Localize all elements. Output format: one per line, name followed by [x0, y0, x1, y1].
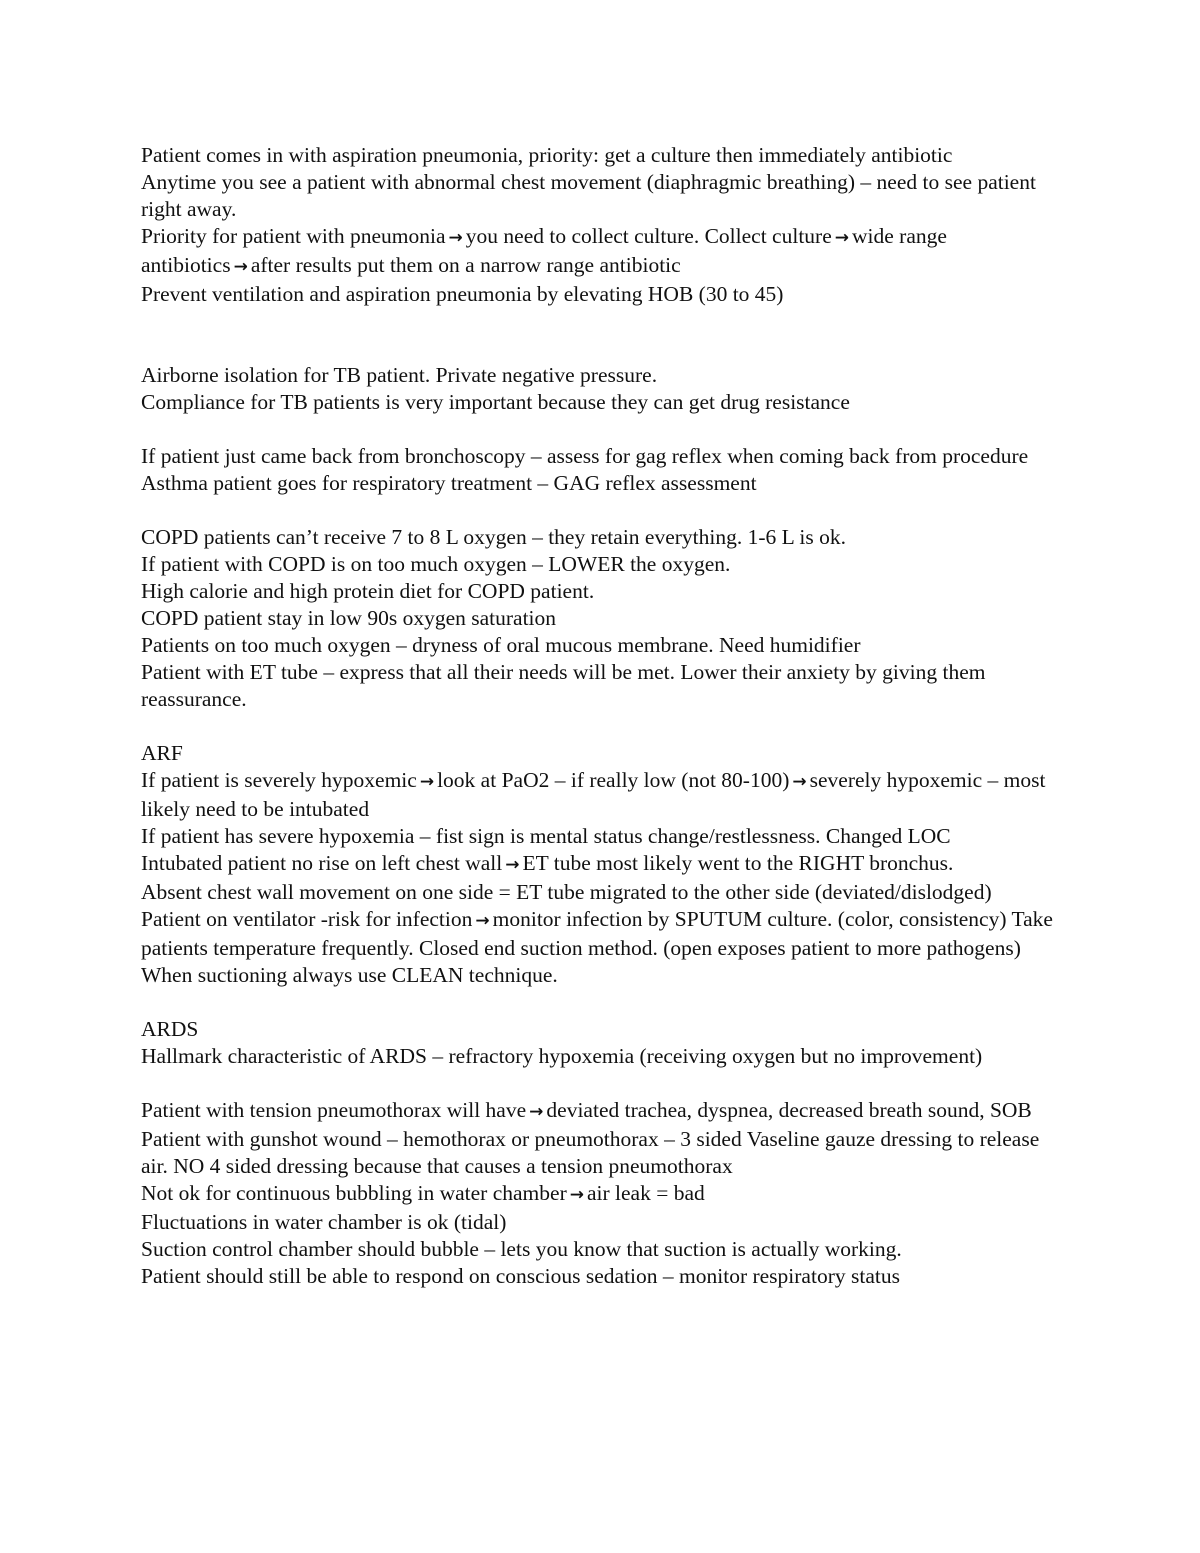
arrow-icon: → — [792, 772, 807, 792]
note-text: If patient has severe hypoxemia – fist sign is mental status change/restlessness. Changed LOC — [141, 824, 951, 848]
note-line — [141, 1236, 1071, 1263]
note-line — [141, 281, 1071, 308]
note-line — [141, 524, 1071, 551]
heading-text: ARF — [141, 741, 183, 765]
note-text: Patient with tension pneumothorax will have — [141, 1098, 527, 1122]
note-line — [141, 767, 1071, 823]
note-text: Anytime you see a patient with abnormal chest movement (diaphragmic breathing) – need to see patient right away. — [141, 170, 1036, 221]
note-text: Intubated patient no rise on left chest wall — [141, 851, 503, 875]
section-heading — [141, 1016, 1071, 1043]
spacer — [141, 713, 1071, 740]
note-text: Patient with ET tube – express that all their needs will be met. Lower their anxiety by giving them reassurance. — [141, 660, 986, 711]
note-text: COPD patient stay in low 90s oxygen saturation — [141, 606, 557, 630]
note-text: monitor infection by SPUTUM culture. (color, consistency) Take patients temperature frequently. Closed end suction method. (open exposes patient to more pathogens) When suctioning always use CLEAN technique. — [141, 907, 1053, 987]
arrow-icon: → — [569, 1185, 584, 1205]
note-text: Patient on ventilator -risk for infection — [141, 907, 473, 931]
note-text: COPD patients can’t receive 7 to 8 L oxygen – they retain everything. 1-6 L is ok. — [141, 525, 846, 549]
spacer — [141, 989, 1071, 1016]
note-text: Priority for patient with pneumonia — [141, 224, 446, 248]
note-text: air leak = bad — [586, 1181, 705, 1205]
note-line — [141, 659, 1071, 713]
note-text: look at PaO2 – if really low (not 80-100) — [437, 768, 790, 792]
note-text: Patient should still be able to respond on conscious sedation – monitor respiratory status — [141, 1264, 900, 1288]
note-text: Suction control chamber should bubble – lets you know that suction is actually working. — [141, 1237, 902, 1261]
note-line — [141, 389, 1071, 416]
note-text: Hallmark characteristic of ARDS – refractory hypoxemia (receiving oxygen but no improvement) — [141, 1044, 983, 1068]
note-line — [141, 362, 1071, 389]
note-line — [141, 879, 1071, 906]
note-text: ET tube most likely went to the RIGHT bronchus. — [522, 851, 954, 875]
arrow-icon: → — [233, 257, 248, 277]
note-line — [141, 1263, 1071, 1290]
note-line — [141, 1209, 1071, 1236]
note-line — [141, 142, 1071, 169]
note-line — [141, 1126, 1071, 1180]
note-line — [141, 169, 1071, 223]
heading-text: ARDS — [141, 1017, 199, 1041]
spacer — [141, 416, 1071, 443]
note-text: you need to collect culture. Collect culture — [465, 224, 832, 248]
note-text: Asthma patient goes for respiratory treatment – GAG reflex assessment — [141, 471, 757, 495]
note-text: deviated trachea, dyspnea, decreased breath sound, SOB — [546, 1098, 1032, 1122]
note-line — [141, 223, 1071, 281]
arrow-icon: → — [505, 855, 520, 875]
note-text: Not ok for continuous bubbling in water chamber — [141, 1181, 567, 1205]
note-line — [141, 578, 1071, 605]
spacer — [141, 308, 1071, 362]
note-text: Absent chest wall movement on one side = ET tube migrated to the other side (deviated/dislodged) — [141, 880, 992, 904]
note-text: Patient with gunshot wound – hemothorax or pneumothorax – 3 sided Vaseline gauze dressing to release air. NO 4 sided dressing because that causes a tension pneumothorax — [141, 1127, 1040, 1178]
note-text: Prevent ventilation and aspiration pneumonia by elevating HOB (30 to 45) — [141, 282, 784, 306]
note-line — [141, 632, 1071, 659]
note-text: after results put them on a narrow range antibiotic — [250, 253, 681, 277]
note-line — [141, 1097, 1071, 1126]
note-line — [141, 443, 1071, 470]
note-line — [141, 906, 1071, 989]
arrow-icon: → — [448, 228, 463, 248]
note-line — [141, 605, 1071, 632]
note-line — [141, 551, 1071, 578]
arrow-icon: → — [419, 772, 435, 792]
note-text: Compliance for TB patients is very important because they can get drug resistance — [141, 390, 850, 414]
note-line — [141, 470, 1071, 497]
note-line — [141, 1043, 1071, 1070]
note-text: If patient with COPD is on too much oxygen – LOWER the oxygen. — [141, 552, 731, 576]
note-text: severely hypoxemic – most likely need to be intubated — [141, 768, 1046, 821]
note-line — [141, 1180, 1071, 1209]
note-text: Patient comes in with aspiration pneumonia, priority: get a culture then immediately antibiotic — [141, 143, 953, 167]
note-line — [141, 823, 1071, 850]
arrow-icon: → — [834, 228, 849, 248]
note-line — [141, 850, 1071, 879]
spacer — [141, 1070, 1071, 1097]
note-text: Fluctuations in water chamber is ok (tidal) — [141, 1210, 507, 1234]
spacer — [141, 497, 1071, 524]
note-text: Airborne isolation for TB patient. Private negative pressure. — [141, 363, 658, 387]
note-text: Patients on too much oxygen – dryness of oral mucous membrane. Need humidifier — [141, 633, 861, 657]
arrow-icon: → — [529, 1102, 544, 1122]
note-text: High calorie and high protein diet for COPD patient. — [141, 579, 595, 603]
note-text: wide range antibiotics — [141, 224, 947, 277]
arrow-icon: → — [475, 911, 490, 931]
section-heading — [141, 740, 1071, 767]
note-text: If patient is severely hypoxemic — [141, 768, 417, 792]
notes-body — [141, 142, 1071, 1290]
note-text: If patient just came back from bronchoscopy – assess for gag reflex when coming back from procedure — [141, 444, 1029, 468]
